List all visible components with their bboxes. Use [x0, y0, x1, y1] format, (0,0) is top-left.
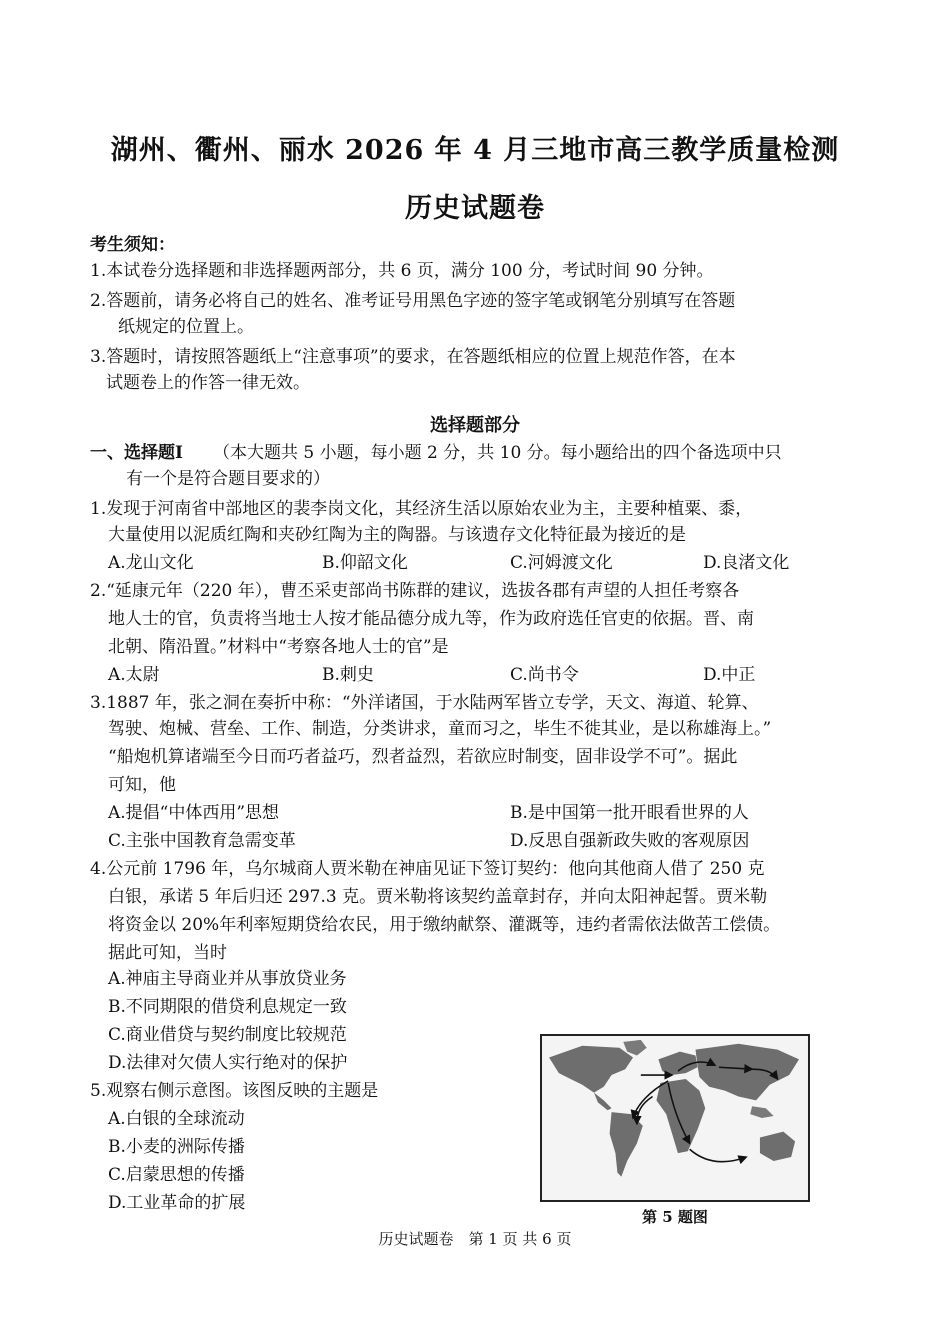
part1-desc-line-2: 有一个是符合题目要求的）	[126, 469, 330, 489]
section-heading: 选择题部分	[430, 415, 520, 436]
q4-stem-line-1: 4.公元前 1796 年，乌尔城商人贾米勒在神庙见证下签订契约：他向其他商人借了 250 克	[90, 859, 765, 879]
notice-heading: 考生须知：	[90, 235, 175, 255]
q2-option-a: A.太尉	[108, 665, 160, 685]
q4-stem-line-2: 白银，承诺 5 年后归还 297.3 克。贾米勒将该契约盖章封存，并向太阳神起誓。贾米勒	[108, 887, 768, 907]
notice-item-1: 1.本试卷分选择题和非选择题两部分，共 6 页，满分 100 分，考试时间 90 分钟。	[90, 261, 714, 281]
notice-item-2-line-2: 纸规定的位置上。	[118, 317, 254, 337]
q1-option-c: C.河姆渡文化	[510, 553, 613, 573]
q4-option-d: D.法律对欠债人实行绝对的保护	[108, 1053, 348, 1073]
q1-stem-line-2: 大量使用以泥质红陶和夹砂红陶为主的陶器。与该遗存文化特征最为接近的是	[108, 525, 686, 545]
q1-option-d: D.良渚文化	[703, 553, 790, 573]
q1-option-b: B.仰韶文化	[322, 553, 408, 573]
q4-option-b: B.不同期限的借贷利息规定一致	[108, 997, 347, 1017]
q5-stem-line-1: 5.观察右侧示意图。该图反映的主题是	[90, 1081, 379, 1101]
page-footer: 历史试题卷 第 1 页 共 6 页	[378, 1230, 572, 1248]
notice-item-2-line-1: 2.答题前，请务必将自己的姓名、准考证号用黑色字迹的签字笔或钢笔分别填写在答题	[90, 291, 736, 311]
world-map-svg	[542, 1036, 808, 1200]
page-subtitle: 历史试题卷	[405, 193, 545, 224]
q3-option-c: C.主张中国教育急需变革	[108, 831, 296, 851]
q3-stem-line-3: “船炮机算诸端至今日而巧者益巧，烈者益烈，若欲应时制变，固非设学不可”。据此	[108, 747, 738, 767]
q2-option-b: B.刺史	[322, 665, 374, 685]
q2-stem-line-2: 地人士的官，负责将当地士人按才能品德分成九等，作为政府选任官吏的依据。晋、南	[108, 609, 754, 629]
q5-option-c: C.启蒙思想的传播	[108, 1165, 245, 1185]
part1-label: 一、选择题Ⅰ	[90, 443, 183, 463]
q3-option-b: B.是中国第一批开眼看世界的人	[510, 803, 749, 823]
part1-desc-line-1: （本大题共 5 小题，每小题 2 分，共 10 分。每小题给出的四个备选项中只	[213, 443, 782, 463]
q4-option-a: A.神庙主导商业并从事放贷业务	[108, 969, 347, 989]
q1-stem-line-1: 1.发现于河南省中部地区的裴李岗文化，其经济生活以原始农业为主，主要种植粟、黍，	[90, 499, 753, 519]
q4-option-c: C.商业借贷与契约制度比较规范	[108, 1025, 347, 1045]
q2-option-d: D.中正	[703, 665, 756, 685]
q3-option-a: A.提倡“中体西用”思想	[108, 803, 280, 823]
q4-stem-line-3: 将资金以 20%年利率短期贷给农民，用于缴纳献祭、灌溉等，违约者需依法做苦工偿债。	[108, 915, 781, 935]
q3-option-d: D.反思自强新政失败的客观原因	[510, 831, 750, 851]
q2-option-c: C.尚书令	[510, 665, 579, 685]
q3-stem-line-4: 可知，他	[108, 775, 176, 795]
q1-option-a: A.龙山文化	[108, 553, 194, 573]
q5-option-b: B.小麦的洲际传播	[108, 1137, 245, 1157]
q2-stem-line-3: 北朝、隋沿置。”材料中“考察各地人士的官”是	[108, 637, 449, 657]
q3-stem-line-1: 3.1887 年，张之洞在奏折中称：“外洋诸国，于水陆两军皆立专学，天文、海道、轮算、	[90, 693, 759, 713]
page-title: 湖州、衢州、丽水 2026 年 4 月三地市高三教学质量检测	[110, 135, 840, 166]
q3-stem-line-2: 驾驶、炮械、营垒、工作、制造，分类讲求，童而习之，毕生不徙其业，是以称雄海上。”	[108, 719, 772, 739]
q4-stem-line-4: 据此可知，当时	[108, 943, 227, 963]
q5-option-d: D.工业革命的扩展	[108, 1193, 246, 1213]
figure-caption: 第 5 题图	[642, 1208, 708, 1226]
q5-option-a: A.白银的全球流动	[108, 1109, 245, 1129]
world-map-figure	[540, 1034, 810, 1202]
notice-item-3-line-2: 试题卷上的作答一律无效。	[106, 373, 310, 393]
notice-item-3-line-1: 3.答题时，请按照答题纸上“注意事项”的要求，在答题纸相应的位置上规范作答，在本	[90, 347, 736, 367]
q2-stem-line-1: 2.“延康元年（220 年），曹丕采吏部尚书陈群的建议，选拔各郡有声望的人担任考察各	[90, 581, 740, 601]
